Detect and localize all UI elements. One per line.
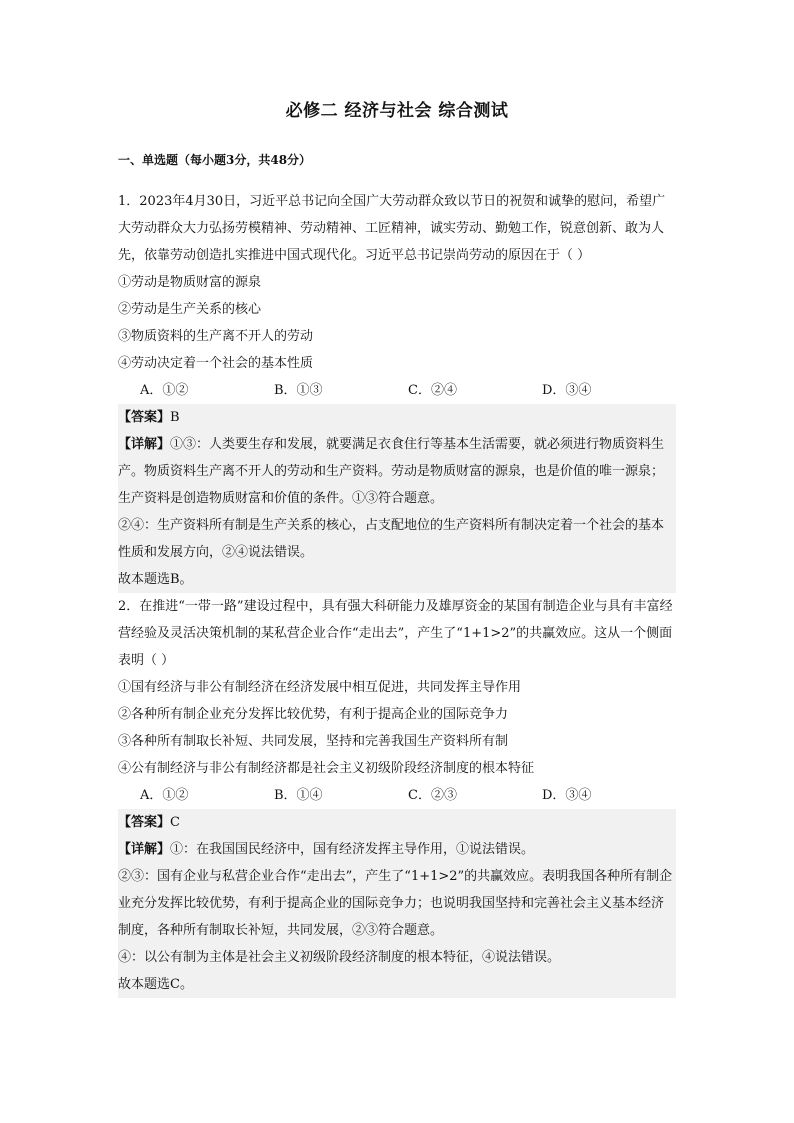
choice-c: C．②④	[408, 383, 457, 398]
choice-a: A．①②	[140, 383, 189, 398]
statement-option: ④公有制经济与非公有制经济都是社会主义初级阶段经济制度的根本特征	[118, 761, 535, 776]
answer-line	[118, 809, 676, 836]
explanation-text: ②③：国有企业与私营企业合作“走出去”，产生了“1+1>2”的共赢效应。表明我国各种所有制企业充分发挥比较优势，有利于提高企业的国际竞争力；也说明我国坚持和完善社会主义基本经济制度，各种所有制取长补短，共同发展，②③符合题意。	[118, 869, 673, 938]
section-heading: 一、单选题（每小题3分，共48分）	[118, 153, 312, 167]
explanation-line	[118, 431, 676, 512]
answer-label: 【答案】	[118, 815, 171, 830]
choice-d: D．③④	[542, 383, 592, 398]
explanation-text: ④：以公有制为主体是社会主义初级阶段经济制度的根本特征，④说法错误。	[118, 950, 561, 965]
explanation-conclusion: 故本题选C。	[118, 977, 193, 992]
explanation-conclusion: 故本题选B。	[118, 572, 193, 587]
explanation-line	[118, 836, 676, 863]
question-stem: 2．在推进“一带一路”建设过程中，具有强大科研能力及雄厚资金的某国有制造企业与具有丰富经营经验及灵活决策机制的某私营企业合作“走出去”，产生了“1+1>2”的共赢效应。这从一个侧面表明（ ）	[118, 599, 673, 668]
statement-option: ①国有经济与非公有制经济在经济发展中相互促进，共同发挥主导作用	[118, 680, 522, 695]
choice-a: A．①②	[140, 788, 189, 803]
explanation-text: ①：在我国国民经济中，国有经济发挥主导作用，①说法错误。	[170, 842, 535, 857]
question-2	[118, 593, 676, 998]
answer-choices	[118, 377, 676, 404]
explanation-label: 【详解】	[118, 437, 171, 452]
choice-d: D．③④	[542, 788, 592, 803]
answer-choices	[118, 782, 676, 809]
statement-option: ①劳动是物质财富的源泉	[118, 275, 262, 290]
question-stem: 1．2023年4月30日，习近平总书记向全国广大劳动群众致以节日的祝贺和诚挚的慰问，希望广大劳动群众大力弘扬劳模精神、劳动精神、工匠精神，诚实劳动、勤勉工作，锐意创新、敢为人先，依靠劳动创造扎实推进中国式现代化。习近平总书记崇尚劳动的原因在于（ ）	[118, 194, 666, 263]
choice-b: B．①④	[274, 788, 323, 803]
answer-explanation-box	[118, 404, 676, 593]
page-title: 必修二 经济与社会 综合测试	[285, 101, 509, 121]
statement-option: ④劳动决定着一个社会的基本性质	[118, 356, 314, 371]
answer-value: C	[170, 815, 180, 830]
answer-line	[118, 404, 676, 431]
choice-c: C．②③	[408, 788, 457, 803]
answer-value: B	[170, 410, 180, 425]
question-1	[118, 188, 676, 593]
answer-label: 【答案】	[118, 410, 171, 425]
choice-b: B．①③	[274, 383, 323, 398]
explanation-text: ②④：生产资料所有制是生产关系的核心，占支配地位的生产资料所有制决定着一个社会的基本性质和发展方向，②④说法错误。	[118, 518, 665, 560]
explanation-text: ①③：人类要生存和发展，就要满足衣食住行等基本生活需要，就必须进行物质资料生产。物质资料生产离不开人的劳动和生产资料。劳动是物质财富的源泉，也是价值的唯一源泉；生产资料是创造物质财富和价值的条件。①③符合题意。	[118, 437, 665, 506]
statement-option: ②劳动是生产关系的核心	[118, 302, 262, 317]
statement-option: ②各种所有制企业充分发挥比较优势，有利于提高企业的国际竞争力	[118, 707, 509, 722]
explanation-label: 【详解】	[118, 842, 171, 857]
document-page	[118, 96, 676, 998]
statement-option: ③物质资料的生产离不开人的劳动	[118, 329, 314, 344]
statement-option: ③各种所有制取长补短、共同发展，坚持和完善我国生产资料所有制	[118, 734, 509, 749]
answer-explanation-box	[118, 809, 676, 998]
